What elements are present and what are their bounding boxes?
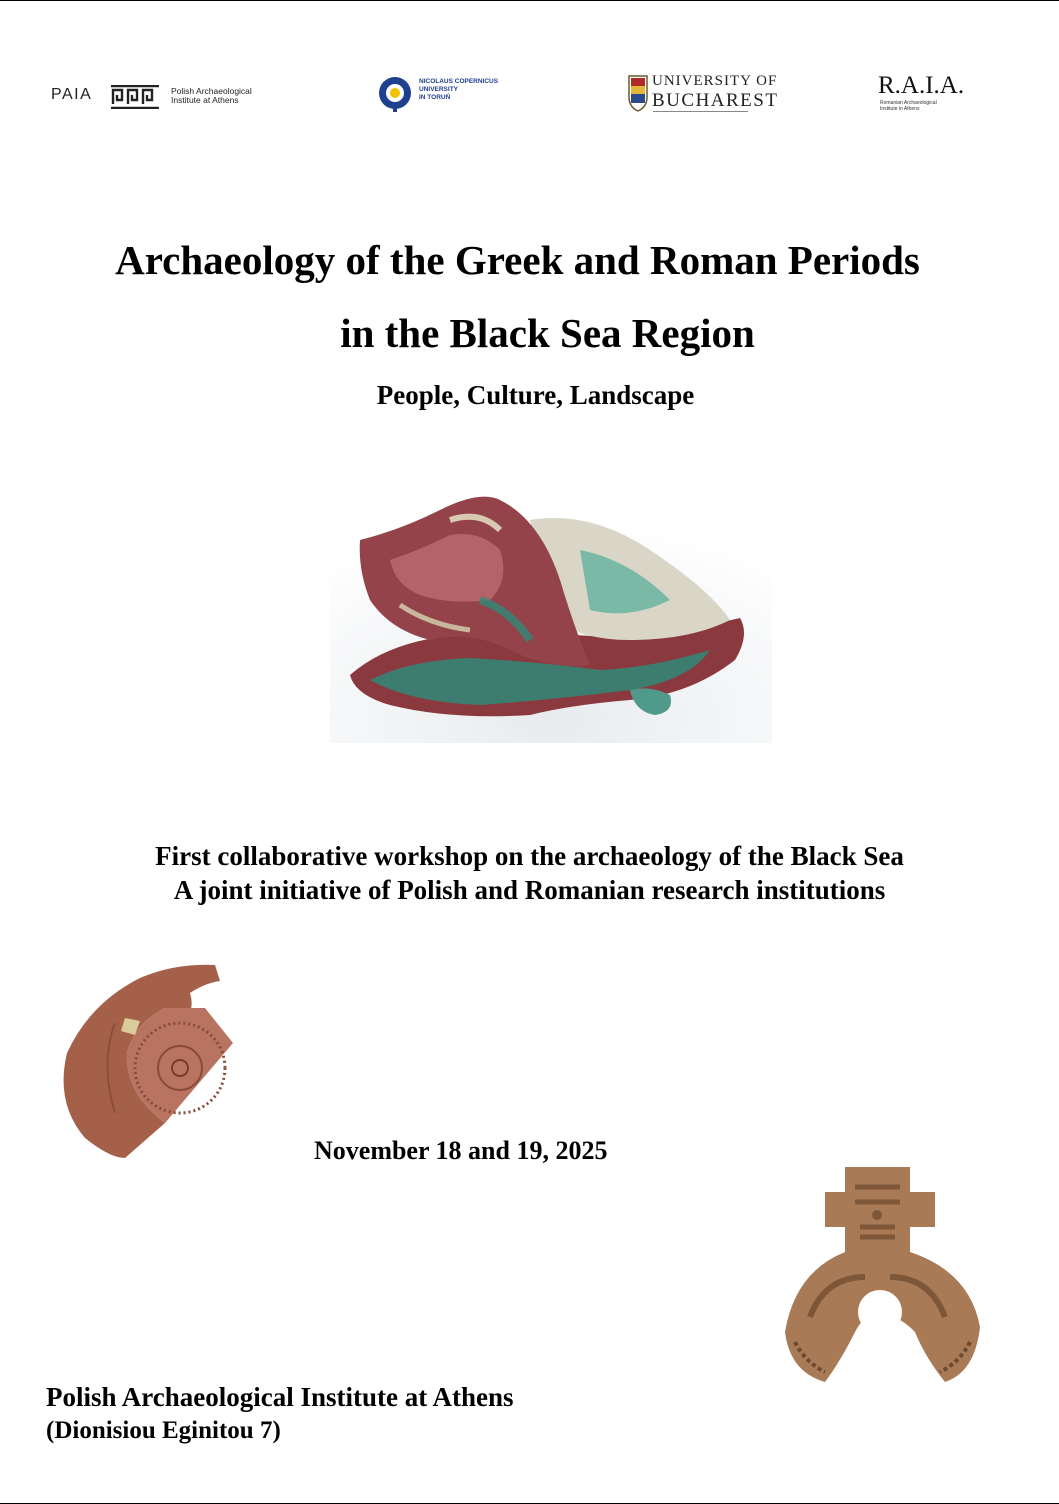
venue-address: (Dionisiou Eginitou 7) <box>46 1417 281 1444</box>
ncu-name-line3: IN TORUŃ <box>419 94 451 101</box>
page-title-line1: Archaeology of the Greek and Roman Periods <box>115 237 920 283</box>
workshop-line1: First collaborative workshop on the archaeology of the Black Sea <box>155 841 904 871</box>
greek-key-icon <box>110 85 160 109</box>
paia-logo-abbr: PAIA <box>51 86 93 103</box>
paia-name-line2: Institute at Athens <box>171 95 239 105</box>
page-title-line2: in the Black Sea Region <box>340 310 755 356</box>
bucharest-crest-icon <box>627 73 649 113</box>
workshop-line2: A joint initiative of Polish and Romanian research institutions <box>173 875 886 905</box>
venue-name: Polish Archaeological Institute at Athens <box>46 1382 514 1412</box>
event-date: November 18 and 19, 2025 <box>314 1136 608 1165</box>
bronze-vessel-photo <box>330 490 772 743</box>
paia-logo-name <box>171 87 252 105</box>
pottery-sherd-photo <box>55 963 235 1161</box>
raia-logo-name <box>880 100 937 112</box>
bucharest-logo-name <box>652 72 778 110</box>
page-subtitle: People, Culture, Landscape <box>376 380 695 410</box>
oil-lamp-fragment-photo <box>785 1167 985 1387</box>
top-border <box>0 0 1059 1</box>
ncu-emblem-icon <box>378 76 412 112</box>
bucharest-underline <box>653 111 748 112</box>
bucharest-name-line2: BUCHAREST <box>652 90 779 111</box>
paia-name-line1: Polish Archaeological <box>171 86 252 96</box>
ncu-logo-name <box>419 78 498 102</box>
raia-name-line1: Romanian Archaeological <box>880 100 937 106</box>
ncu-name-line1: NICOLAUS COPERNICUS <box>419 78 499 85</box>
ncu-name-line2: UNIVERSITY <box>419 86 459 93</box>
bucharest-name-line1: UNIVERSITY OF <box>652 73 778 89</box>
raia-name-line2: Institute in Athens <box>880 106 920 112</box>
raia-logo-abbr: R.A.I.A. <box>878 72 965 99</box>
